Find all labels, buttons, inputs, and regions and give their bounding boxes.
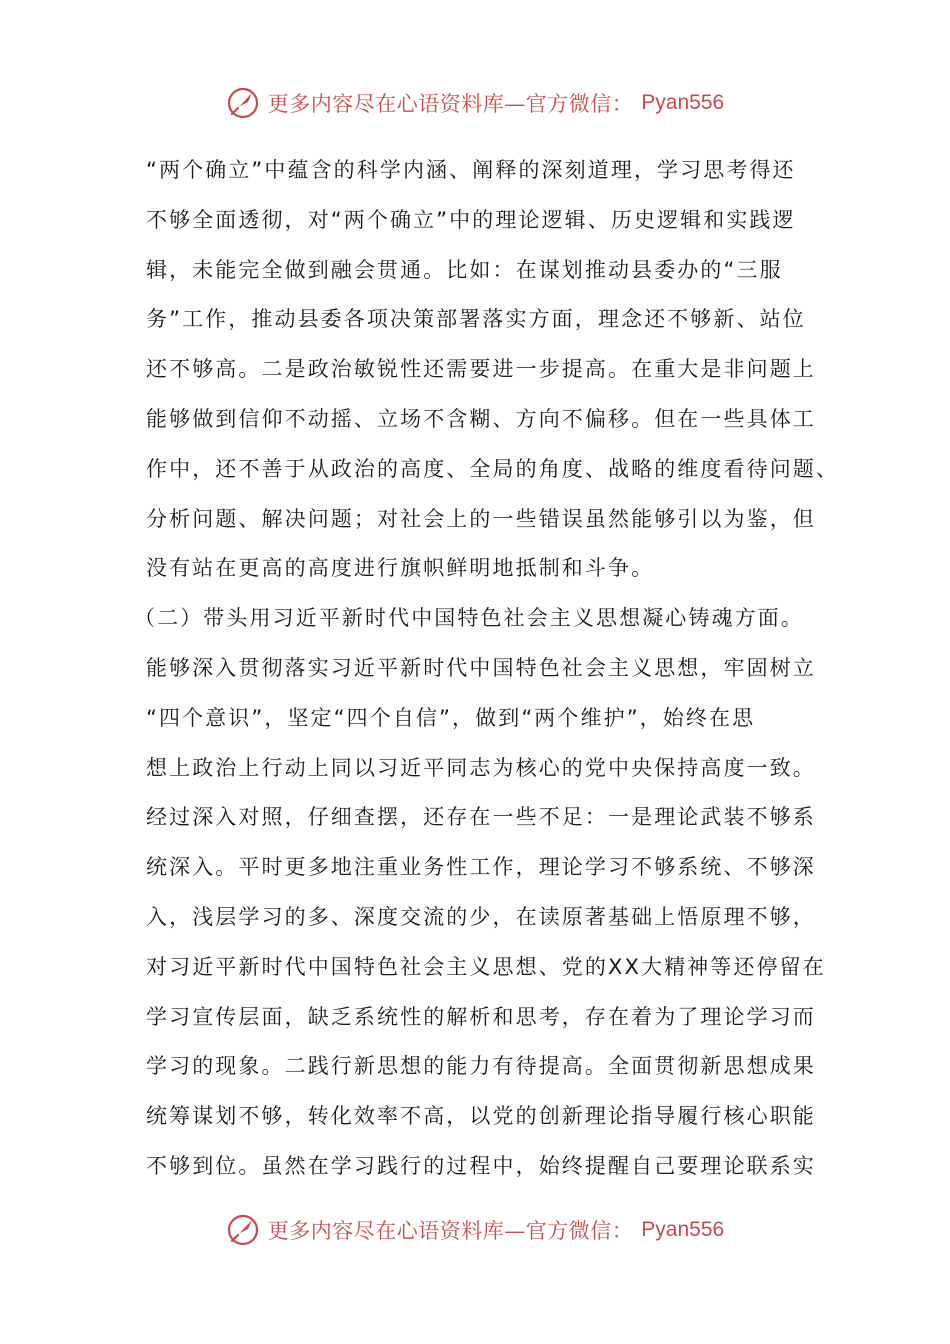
header-watermark [0, 83, 950, 123]
text-line: 经过深入对照，仔细查摆，还存在一些不足：一是理论武装不够系 [146, 805, 816, 830]
quill-logo-icon [226, 86, 260, 120]
watermark-text: 更多内容尽在心语资料库—官方微信： [267, 92, 634, 116]
document-body [134, 150, 839, 1196]
text-line: 能够深入贯彻落实习近平新时代中国特色社会主义思想，牢固树立 [146, 655, 816, 680]
text-line: “四个意识”，坚定“四个自信”，做到“两个维护”，始终在思 [146, 705, 756, 730]
text-line: 作中，还不善于从政治的高度、全局的角度、战略的维度看待问题、 [146, 456, 839, 481]
text-line: 统深入。平时更多地注重业务性工作，理论学习不够系统、不够深 [146, 855, 816, 880]
text-line: 分析问题、解决问题；对社会上的一些错误虽然能够引以为鉴，但 [146, 506, 816, 531]
text-line: 务”工作，推动县委各项决策部署落实方面，理念还不够新、站位 [146, 307, 806, 332]
text-line: 入，浅层学习的多、深度交流的少，在读原著基础上悟原理不够， [146, 904, 816, 929]
text-line: 学习宣传层面，缺乏系统性的解析和思考，存在着为了理论学习而 [146, 1004, 816, 1029]
text-line: 不够到位。虽然在学习践行的过程中，始终提醒自己要理论联系实 [146, 1153, 816, 1178]
text-line: 能够做到信仰不动摇、立场不含糊、方向不偏移。但在一些具体工 [146, 406, 816, 431]
quill-logo-icon [226, 1213, 260, 1247]
text-line: 还不够高。二是政治敏锐性还需要进一步提高。在重大是非问题上 [146, 357, 816, 382]
text-line: 对习近平新时代中国特色社会主义思想、党的XX大精神等还停留在 [146, 954, 826, 979]
text-line: 统筹谋划不够，转化效率不高，以党的创新理论指导履行核心职能 [146, 1104, 816, 1129]
text-line: 想上政治上行动上同以习近平同志为核心的党中央保持高度一致。 [146, 755, 816, 780]
text-line: 没有站在更高的高度进行旗帜鲜明地抵制和斗争。 [146, 556, 655, 581]
watermark-handle: Pyan556 [641, 91, 725, 114]
text-line: 辑，未能完全做到融会贯通。比如：在谋划推动县委办的“三服 [146, 257, 783, 282]
footer-watermark [0, 1210, 950, 1250]
watermark-handle: Pyan556 [641, 1218, 725, 1241]
text-line: 学习的现象。二践行新思想的能力有待提高。全面贯彻新思想成果 [146, 1054, 816, 1079]
text-line: “两个确立”中蕴含的科学内涵、阐释的深刻道理，学习思考得还 [146, 158, 796, 182]
text-line: 不够全面透彻，对“两个确立”中的理论逻辑、历史逻辑和实践逻 [146, 207, 796, 232]
section-heading: （二）带头用习近平新时代中国特色社会主义思想凝心铸魂方面。 [134, 606, 804, 631]
watermark-text: 更多内容尽在心语资料库—官方微信： [267, 1219, 634, 1243]
